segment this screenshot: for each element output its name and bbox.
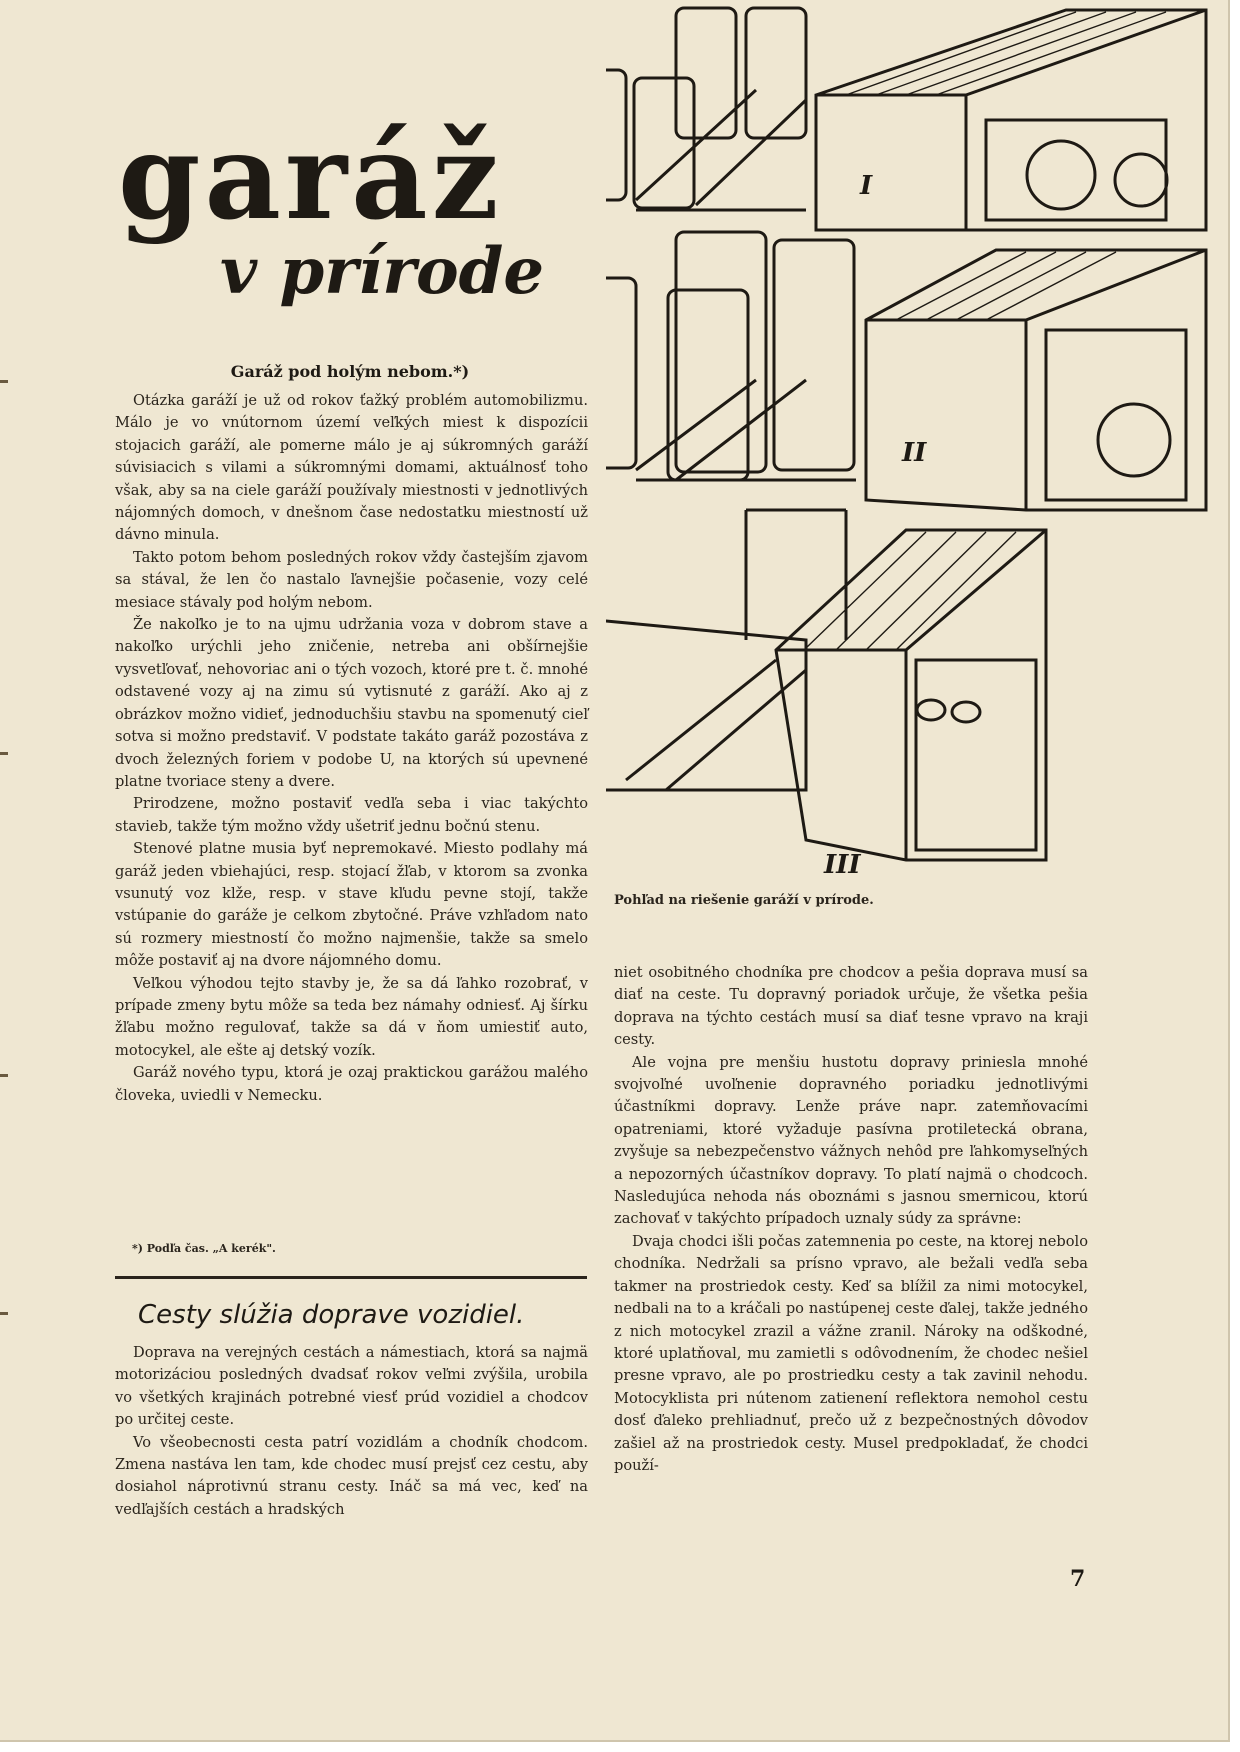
paragraph: Ale vojna pre menšiu hustotu dopravy priniesla mnohé svojvoľné uvoľnenie dopravného poriadku jednotlivými účastníkmi dopravy. Lenže práve napr. zatemňovacími opatreniami, ktoré vyžaduje pasívna protiletecká obrana, zvyšuje sa nebezpečenstvo vážnych nehôd pre ľahkomyseľných a nepozorných účastníkov dopravy. To platí najmä o chodcoch. Nasledujúca nehoda nás oboznámi s jasnou smernicou, ktorú zachovať v takýchto prípadoch uznaly súdy za správne:	[614, 1053, 1088, 1228]
spine-mark	[0, 752, 8, 755]
paragraph: Stenové platne musia byť nepremokavé. Miesto podlahy má garáž jeden vbiehajúci, resp. stojací žľab, v ktorom sa zvonka vsunutý voz klže, resp. v stave kľudu pevne stojí, takže vstúpanie do garáže je celkom zbytočné. Práve vzhľadom nato sú rozmery miestností čo možno najmenšie, takže sa smelo môže postaviť aj na dvore nájomného domu.	[115, 840, 588, 970]
paragraph: Takto potom behom posledných rokov vždy častejším zjavom sa stával, že len čo nastalo ľavnejšie počasenie, vozy celé mesiace stávaly pod holým nebom.	[115, 548, 588, 611]
garage-illustration	[606, 0, 1228, 880]
paragraph: niet osobitného chodníka pre chodcov a pešia doprava musí sa diať na ceste. Tu dopravný poriadok určuje, že všetka pešia doprava na týchto cestách musí sa diať tesne vpravo na kraji cesty.	[614, 964, 1088, 1049]
paragraph: Doprava na verejných cestách a námestiach, ktorá sa najmä motorizáciou posledných dvadsať rokov veľmi zvýšila, urobila vo všetkých krajinách potrebné viesť prúd vozidiel a chodcov po určitej ceste.	[115, 1344, 588, 1429]
footnote: *) Podľa čas. „A kerék".	[132, 1242, 276, 1255]
spine-mark	[0, 1074, 8, 1077]
garage-drawing	[606, 0, 1228, 880]
paragraph: Garáž nového typu, ktorá je ozaj praktickou garážou malého človeka, uviedli v Nemecku.	[115, 1064, 588, 1104]
spine-mark	[0, 380, 8, 383]
figure-label-i: I	[860, 171, 873, 201]
figure-label-ii: II	[902, 438, 927, 468]
paragraph: Otázka garáží je už od rokov ťažký problém automobilizmu. Málo je vo vnútornom území veľkých miest k dispozícii stojacich garáží, ale pomerne málo je aj súkromných garáží súvisiacich s vilami a súkromnými domami, aktuálnosť toho však, aby sa na ciele garáží používaly miestnosti v jednotlivých nájomných domoch, v dnešnom čase nedostatku miestností už dávno minula.	[115, 392, 588, 544]
paragraph: Prirodzene, možno postaviť vedľa seba i viac takýchto stavieb, takže tým možno vždy ušetriť jednu bočnú stenu.	[115, 795, 588, 835]
paragraph: Že nakoľko je to na ujmu udržania voza v dobrom stave a nakoľko urýchli jeho zničenie, netreba ani obšírnejšie vysvetľovať, nehovoriac ani o tých vozoch, ktoré pre t. č. mnohé odstavené vozy aj na zimu sú vytisnuté z garáží. Ako aj z obrázkov možno vidieť, jednoduchšiu stavbu na spomenutý cieľ sotva si možno predstaviť. V podstate takáto garáž pozostáva z dvoch železných foriem v podobe U, na ktorých sú upevnené platne tvoriace steny a dvere.	[115, 616, 588, 790]
paragraph: Veľkou výhodou tejto stavby je, že sa dá ľahko rozobrať, v prípade zmeny bytu môže sa teda bez námahy odniesť. Aj šírku žľabu možno regulovať, takže sa dá v ňom umiestiť auto, motocykel, ale ešte aj detský vozík.	[115, 974, 588, 1059]
article-title-sub: v prírode	[220, 234, 545, 309]
section-divider	[115, 1276, 587, 1279]
spine-mark	[0, 1312, 8, 1315]
figure-label-iii: III	[824, 850, 861, 880]
section-title: Cesty slúžia doprave vozidiel.	[138, 1300, 525, 1330]
article-body	[115, 390, 588, 1107]
section-body-right	[614, 962, 1088, 1477]
page-number: 7	[1070, 1566, 1086, 1592]
section-body-left	[115, 1342, 588, 1521]
article-subhead: Garáž pod holým nebom.*)	[230, 362, 470, 381]
article-title: garáž	[118, 107, 503, 246]
figure-caption: Pohľad na riešenie garáží v prírode.	[614, 893, 874, 908]
paragraph: Vo všeobecnosti cesta patrí vozidlám a chodník chodcom. Zmena nastáva len tam, kde chodec musí prejsť cez cestu, aby dosiahol náprotivnú stranu cesty. Ináč sa má vec, keď na vedľajších cestách a hradských	[115, 1433, 588, 1518]
paragraph: Dvaja chodci išli počas zatemnenia po ceste, na ktorej nebolo chodníka. Nedržali sa prísno vpravo, ale bežali vedľa seba takmer na prostriedok cesty. Keď sa blížil za nimi motocykel, nedbali na to a kráčali po nastúpenej ceste ďalej, takže jedného z nich motocykel zrazil a vážne zranil. Nároky na odškodné, ktoré uplatňoval, mu zamietli s odôvodnením, že chodec nešiel presne vpravo, ale po prostriedku cesty a tak zavinil nehodu. Motocyklista pri nútenom zatienení reflektora nemohol cestu dosť ďaleko prehliadnuť, prečo už z bezpečnostných dôvodov zašiel až na prostriedok cesty. Musel predpokladať, že chodci použí-	[614, 1232, 1088, 1474]
